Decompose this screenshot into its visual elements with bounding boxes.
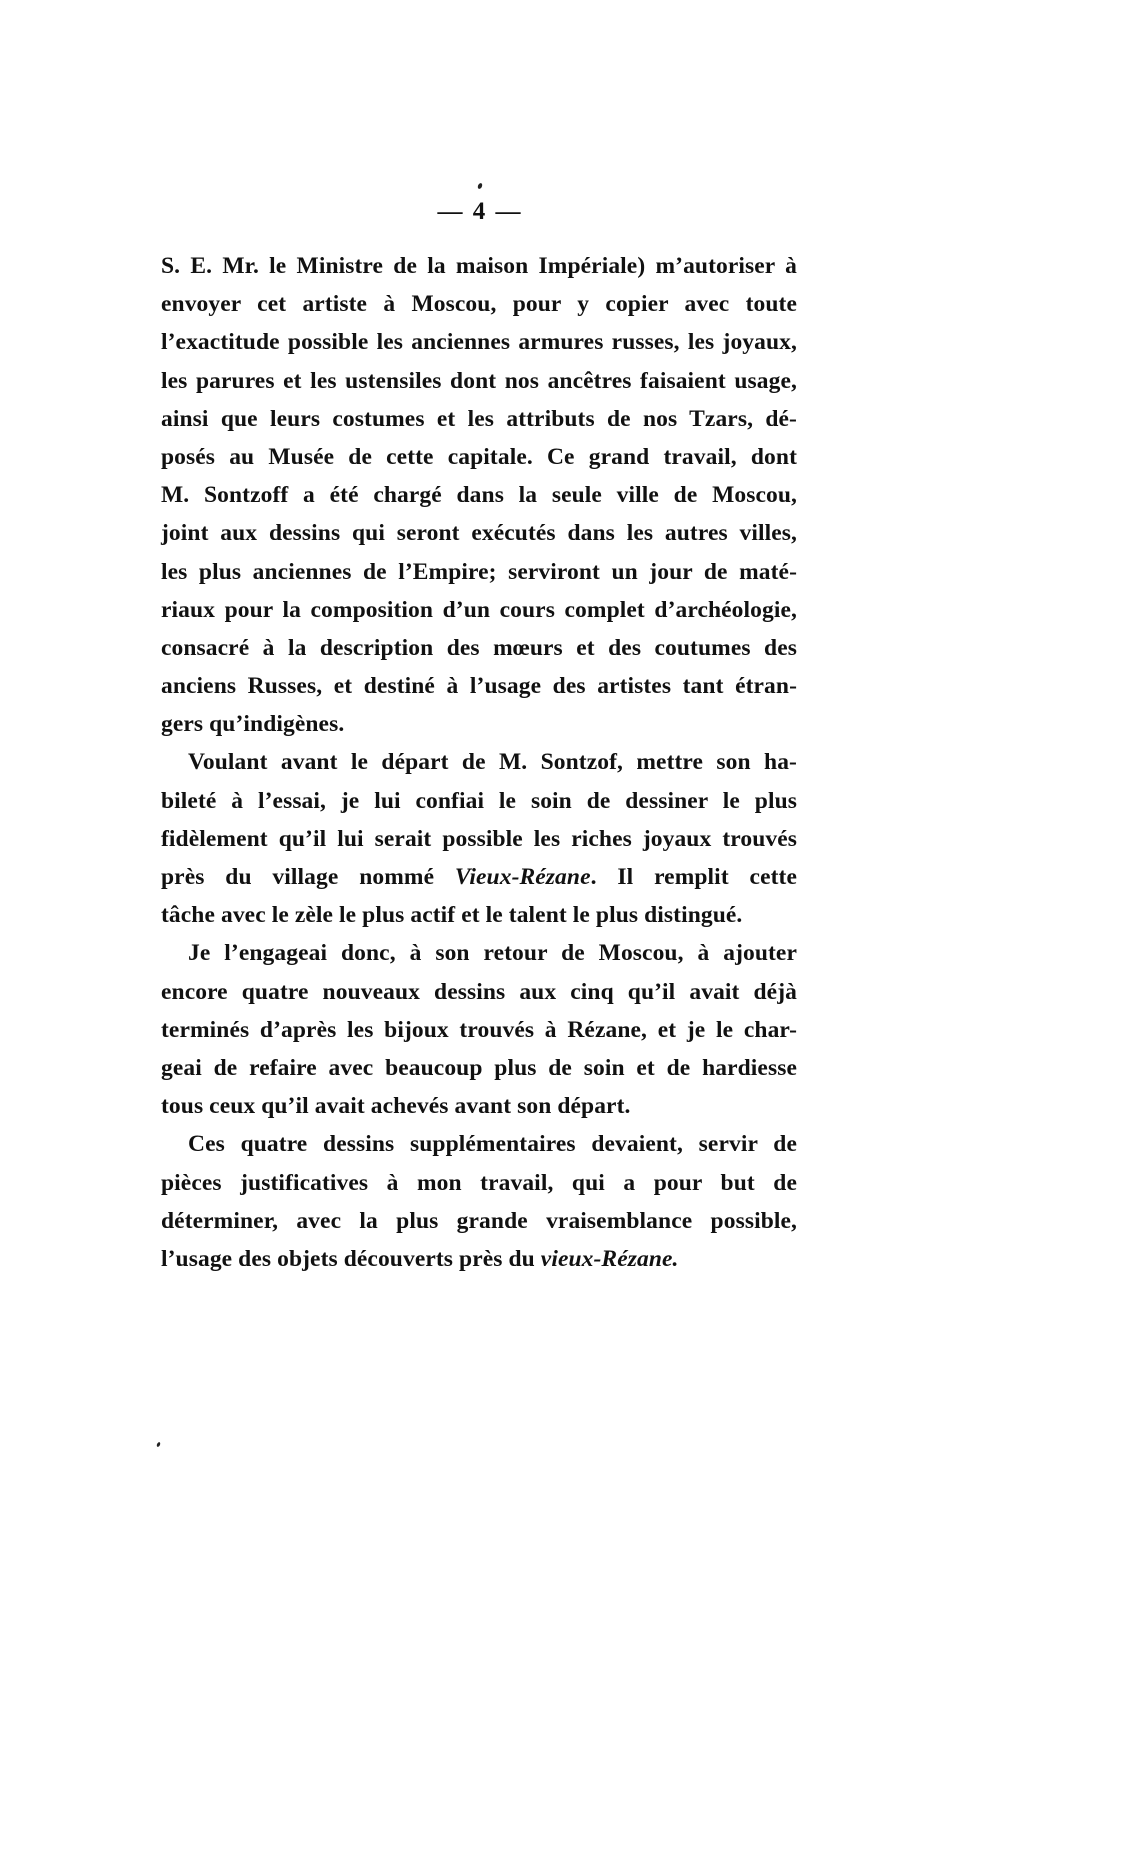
text-line: M. Sontzoff a été chargé dans la seule ville de Moscou, xyxy=(161,482,797,509)
text-line: envoyer cet artiste à Moscou, pour y copier avec toute xyxy=(161,291,797,318)
text-line: terminés d’après les bijoux trouvés à Rézane, et je le char- xyxy=(161,1016,797,1043)
body-text xyxy=(161,247,797,1278)
paragraph-start-line: Ces quatre dessins supplémentaires devaient, servir de xyxy=(188,1131,797,1158)
page-number: — 4 — xyxy=(437,198,523,225)
paragraph-start-line: Voulant avant le départ de M. Sontzof, mettre son ha- xyxy=(188,749,797,776)
text-line: bileté à l’essai, je lui confiai le soin de dessiner le plus xyxy=(161,787,797,814)
ink-speck-top xyxy=(477,182,483,189)
text-fragment: l’usage des objets découverts près du xyxy=(161,1245,541,1272)
text-fragment: près du village nommé xyxy=(161,864,455,890)
text-line: l’exactitude possible les anciennes armures russes, les joyaux, xyxy=(161,329,797,356)
text-line: tâche avec le zèle le plus actif et le talent le plus distingué. xyxy=(161,902,743,929)
text-line: les plus anciennes de l’Empire; serviront un jour de maté- xyxy=(161,558,797,585)
text-fragment: . Il remplit cette xyxy=(590,864,797,890)
text-line: anciens Russes, et destiné à l’usage des artistes tant étran- xyxy=(161,673,797,700)
text-line: posés au Musée de cette capitale. Ce grand travail, dont xyxy=(161,443,797,470)
text-line: consacré à la description des mœurs et des coutumes des xyxy=(161,634,797,661)
text-line xyxy=(161,1240,797,1278)
ink-speck-bottom xyxy=(156,1442,161,1448)
text-line: S. E. Mr. le Ministre de la maison Impériale) m’autoriser à xyxy=(161,253,797,279)
italic-place-name: vieux-Rézane. xyxy=(540,1245,679,1272)
text-line: tous ceux qu’il avait achevés avant son départ. xyxy=(161,1093,631,1120)
text-line: riaux pour la composition d’un cours complet d’archéologie, xyxy=(161,596,797,623)
text-line: fidèlement qu’il lui serait possible les riches joyaux trouvés xyxy=(161,825,797,852)
text-line: gers qu’indigènes. xyxy=(161,711,345,738)
italic-place-name: Vieux-Rézane xyxy=(454,864,591,890)
text-line: déterminer, avec la plus grande vraisemblance possible, xyxy=(161,1207,797,1234)
text-line: joint aux dessins qui seront exécutés dans les autres villes, xyxy=(161,520,797,547)
text-line: encore quatre nouveaux dessins aux cinq qu’il avait déjà xyxy=(161,978,797,1005)
text-line: ainsi que leurs costumes et les attributs de nos Tzars, dé- xyxy=(161,405,797,432)
text-line: les parures et les ustensiles dont nos ancêtres faisaient usage, xyxy=(161,367,797,394)
text-line: geai de refaire avec beaucoup plus de soin et de hardiesse xyxy=(161,1054,797,1081)
paragraph-start-line: Je l’engageai donc, à son retour de Moscou, à ajouter xyxy=(188,940,797,967)
text-line xyxy=(161,858,797,896)
text-line: pièces justificatives à mon travail, qui a pour but de xyxy=(161,1169,797,1196)
